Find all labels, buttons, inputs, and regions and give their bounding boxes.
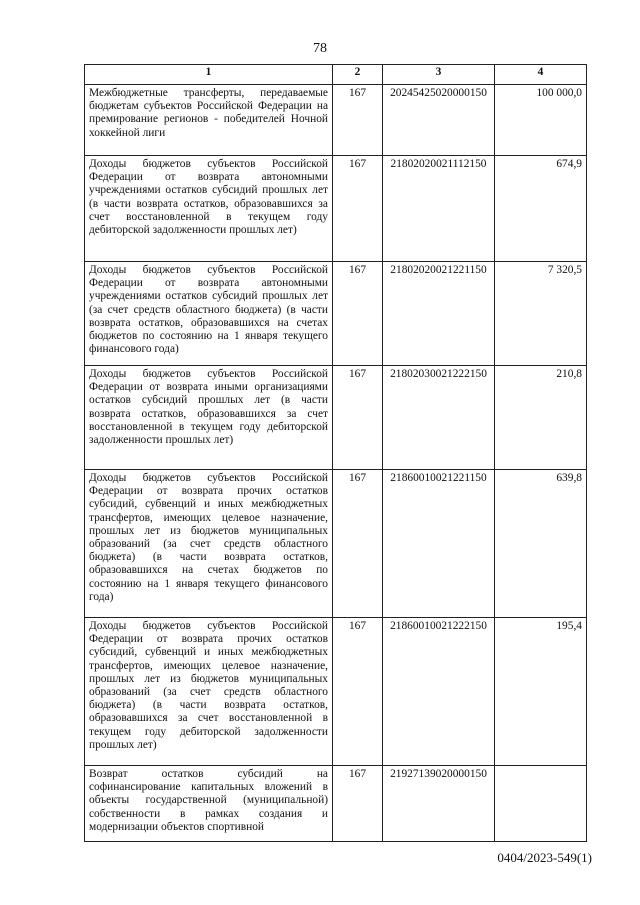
row-budget-code: 21860010021222150 (383, 618, 495, 766)
row-admin-code: 167 (333, 85, 383, 156)
row-amount: 7 320,5 (495, 262, 587, 366)
row-amount: 639,8 (495, 470, 587, 618)
row-budget-code: 20245425020000150 (383, 85, 495, 156)
row-admin-code: 167 (333, 618, 383, 766)
row-description: Доходы бюджетов субъектов Российской Федерации от возврата прочих остатков субсидий, субвенций и иных межбюджетных трансфертов, имеющих целевое назначение, прошлых лет из бюджетов муниципальных образований (за счет средств областного бюджета) (в части возврата остатков, образовавшихся на счетах бюджетов по состоянию на 1 января текущего финансового года) (85, 470, 333, 618)
row-description: Доходы бюджетов субъектов Российской Федерации от возврата прочих остатков субсидий, субвенций и иных межбюджетных трансфертов, имеющих целевое назначение, прошлых лет из бюджетов муниципальных образований (за счет средств областного бюджета) (в части возврата остатков, образовавшихся за счет восстановленной в текущем году дебиторской задолженности прошлых лет) (85, 618, 333, 766)
row-admin-code: 167 (333, 766, 383, 842)
row-description: Доходы бюджетов субъектов Российской Федерации от возврата иными организациями остатков субсидий прошлых лет (в части возврата остатков, образовавшихся за счет восстановленной в текущем году дебиторской задолженности прошлых лет) (85, 366, 333, 470)
table-header-row (85, 65, 587, 85)
table-row (85, 766, 587, 842)
table-row (85, 262, 587, 366)
row-budget-code: 21860010021221150 (383, 470, 495, 618)
row-admin-code: 167 (333, 262, 383, 366)
row-description: Возврат остатков субсидий на софинансирование капитальных вложений в объекты государственной (муниципальной) собственности в рамках создания и модернизации объектов спортивной (85, 766, 333, 842)
table-row (85, 618, 587, 766)
budget-table (84, 64, 587, 842)
page-number: 78 (313, 41, 327, 56)
row-description: Межбюджетные трансферты, передаваемые бюджетам субъектов Российской Федерации на премирование регионов - победителей Ночной хоккейной лиги (85, 85, 333, 156)
row-admin-code: 167 (333, 156, 383, 262)
column-header-3: 3 (383, 65, 495, 85)
column-header-1: 1 (85, 65, 333, 85)
row-admin-code: 167 (333, 470, 383, 618)
row-amount: 195,4 (495, 618, 587, 766)
table-row (85, 470, 587, 618)
row-amount: 100 000,0 (495, 85, 587, 156)
table-row (85, 366, 587, 470)
column-header-2: 2 (333, 65, 383, 85)
table-row (85, 85, 587, 156)
row-admin-code: 167 (333, 366, 383, 470)
table-row (85, 156, 587, 262)
row-amount: 210,8 (495, 366, 587, 470)
row-budget-code: 21802020021112150 (383, 156, 495, 262)
document-footer-code: 0404/2023-549(1) (497, 850, 592, 865)
row-budget-code: 21802030021222150 (383, 366, 495, 470)
column-header-4: 4 (495, 65, 587, 85)
row-description: Доходы бюджетов субъектов Российской Федерации от возврата автономными учреждениями остатков субсидий прошлых лет (в части возврата остатков, образовавшихся за счет восстановленной в текущем году дебиторской задолженности прошлых лет) (85, 156, 333, 262)
row-amount (495, 766, 587, 842)
row-description: Доходы бюджетов субъектов Российской Федерации от возврата автономными учреждениями остатков субсидий прошлых лет (за счет средств областного бюджета) (в части возврата остатков, образовавшихся на счетах бюджетов по состоянию на 1 января текущего финансового года) (85, 262, 333, 366)
row-amount: 674,9 (495, 156, 587, 262)
row-budget-code: 21927139020000150 (383, 766, 495, 842)
row-budget-code: 21802020021221150 (383, 262, 495, 366)
